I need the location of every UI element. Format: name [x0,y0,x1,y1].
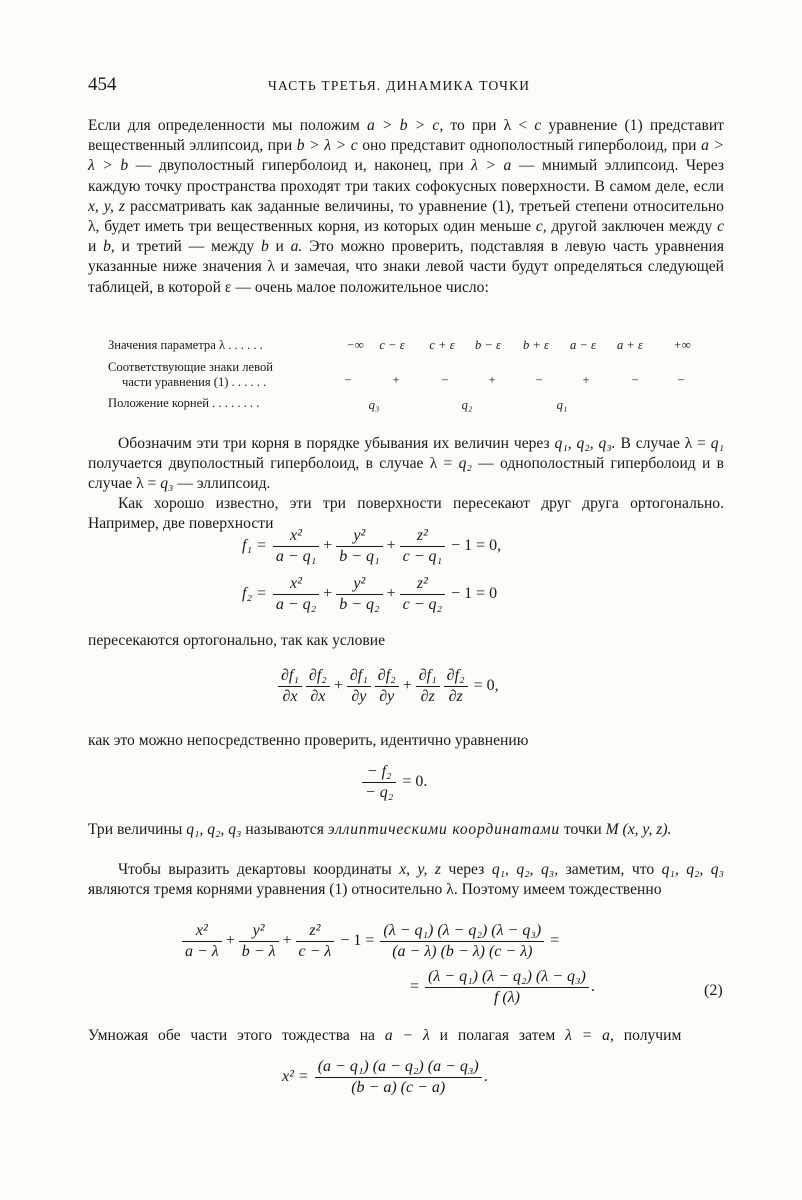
table-cell: +∞ [673,338,691,352]
paragraph-confocal-surfaces: Если для определенности мы положим a > b > c, то при λ < c уравнение (1) представит вещественный эллипсоид, при b > λ > c оно представит однополостный гиперболоид, при a > λ > b — двуполостный гиперболоид и, наконец, при λ > a — мнимый эллипсоид. Через каждую точку пространства проходят три таких софокусных поверхности. В самом деле, если x, y, z рассматривать как заданные величины, то уравнение (1), третьей степени относительно λ, будет иметь три вещественных корня, из которых один меньше c, другой заключен между c и b, и третий — между b и a. Это можно проверить, подставляя в левую часть уравнения указанные ниже значения λ и замечая, что знаки левой части будут определяться следующей таблицей, в которой ε — очень малое положительное число: [88,117,725,296]
table-cell: c − ε [379,338,405,352]
table-cell: q₃ [368,398,380,412]
table-cell: + [488,373,496,387]
running-head: ЧАСТЬ ТРЕТЬЯ. ДИНАМИКА ТОЧКИ [268,78,531,93]
table-cell: − [441,373,449,387]
table-cell: q₂ [461,398,473,412]
equation-number: (2) [704,982,723,999]
table-cell: b − ε [474,338,502,352]
paragraph-identical: как это можно непосредственно проверить, идентично уравнению [88,732,529,749]
table-row-label: части уравнения (1) . . . . . . [122,375,267,389]
table-cell: b + ε [522,338,550,352]
table-cell: −∞ [346,338,364,352]
page-number: 454 [88,74,117,95]
equation-identity-line2: = $\frac{\text{(λ − q₁) (λ − q₂) (λ − q₃)}}{f (\lambda)}$ . [410,968,595,1006]
equation-orthogonality: $\frac{\text{∂f₁}}{\partial x}$ $\frac{\text{∂f₂}}{\partial x}$ + $\frac{\text{∂f₁}}{\partial y}$ $\frac{\text{∂f₂}}{\partial y}$ + $\frac{\text{∂f₁}}{\partial z}$ $\frac{\text{∂f₂}}{\partial z}$ = 0, [276,667,499,706]
table-cell: − [631,373,639,387]
paragraph-orthogonal: Как хорошо известно, эти три поверхности пересекают друг друга ортогонально. Например, две поверхности [88,495,724,533]
table-row-label: Значения параметра λ . . . . . . [108,338,263,352]
table-cell: q₁ [556,398,568,412]
table-cell: a − ε [569,338,597,352]
table-cell: − [677,373,685,387]
table-cell: + [392,373,400,387]
table-cell: − [535,373,543,387]
equation-ratio: $\frac{\text{− f₂}}{\text{− q₂}}$ = 0. [360,763,427,802]
paragraph-multiply: Умножая обе части этого тождества на a − λ и полагая затем λ = a, получим [88,1027,682,1044]
equation-f2: f₂ = $\frac{\text{x²}}{\text{a − q₂}}$ + $\frac{\text{y²}}{\text{b − q₂}}$ + $\frac{\text{z²}}{\text{c − q₂}}$ − 1 = 0 [242,575,498,613]
paragraph-condition: пересекаются ортогонально, так как условие [88,632,386,649]
equation-f1: f₁ = $\frac{\text{x²}}{\text{a − q₁}}$ + $\frac{\text{y²}}{\text{b − q₁}}$ + $\frac{\text{z²}}{\text{c − q₁}}$ − 1 = 0, [242,527,502,565]
table-row-label: Соответствующие знаки левой [108,360,274,374]
table-cell: a + ε [616,338,644,352]
equation-identity-line1: $\frac{\text{x²}}{a - \lambda}$ + $\frac{\text{y²}}{b - \lambda}$ + $\frac{\text{z²}}{c - \lambda}$ − 1 = $\frac{\text{(λ − q₁) (λ − q₂) (λ − q₃)}}{(a - \lambda) (b - \lambda) (c - \lambda)}$ = [180,922,559,961]
table-cell: c + ε [429,338,455,352]
page-header [88,74,728,98]
sign-table [108,336,728,416]
paragraph-roots: Обозначим эти три корня в порядке убывания их величин через q₁, q₂, q₃. В случае λ = q₁ получается двуполостный гиперболоид, в случае λ = q₂ — однополостный гиперболоид и в случае λ = q₃ — эллипсоид. [88,435,725,493]
table-cell: − [344,373,352,387]
paragraph-elliptic-coords: Три величины q₁, q₂, q₃ называются эллиптическими координатами точки M (x, y, z). [88,821,672,838]
paragraph-cartesian: Чтобы выразить декартовы координаты x, y, z через q₁, q₂, q₃, заметим, что q₁, q₂, q₃ являются тремя корнями уравнения (1) относительно λ. Поэтому имеем тождественно [88,861,725,899]
table-row-label: Положение корней . . . . . . . . [108,396,260,410]
table-cell: + [582,373,590,387]
equation-x-squared: x² = $\frac{\text{(a − q₁) (a − q₂) (a − q₃)}}{(b - a) (c - a)}$ . [282,1058,488,1096]
